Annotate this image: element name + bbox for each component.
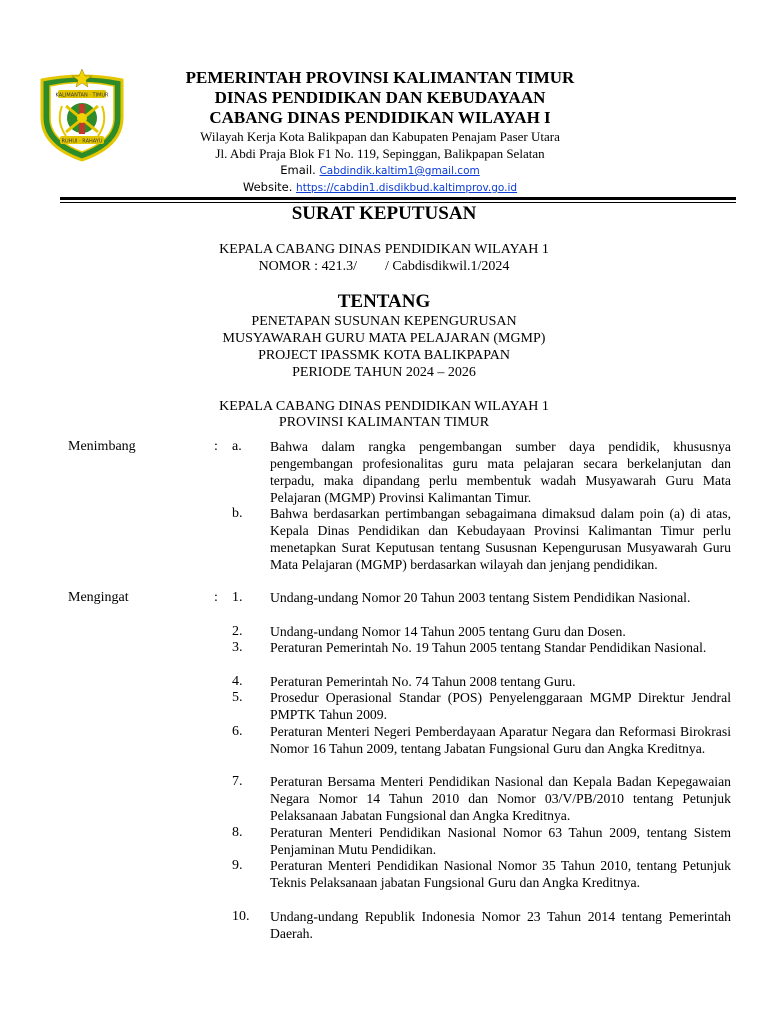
list-item-text: Bahwa dalam rangka pengembangan sumber daya pendidik, khususnya pengembangan profesionalitas guru mata pelajaran secara berkelanjutan dan terpadu, maka dipandang perlu membentuk wadah Musyawarah Guru Mata Pelajaran (MGMP) Provinsi Kalimantan Timur. bbox=[270, 439, 731, 505]
list-item-text: Prosedur Operasional Standar (POS) Penyelenggaraan MGMP Direktur Jendral PMPTK Tahun 2009. bbox=[270, 690, 731, 722]
list-item-text: Peraturan Menteri Negeri Pemberdayaan Aparatur Negara dan Reformasi Birokrasi Nomor 16 Tahun 2009, tentang Jabatan Fungsional Guru dan Angka Kreditnya. bbox=[270, 724, 731, 756]
email-link[interactable]: Cabdindik.kaltim1@gmail.com bbox=[319, 165, 480, 177]
list-item-text: Undang-undang Nomor 14 Tahun 2005 tentang Guru dan Dosen. bbox=[270, 624, 626, 639]
header-work-area: Wilayah Kerja Kota Balikpapan dan Kabupaten Penajam Paser Utara bbox=[200, 129, 560, 144]
list-marker: 7. bbox=[232, 774, 243, 789]
list-item-text: Peraturan Bersama Menteri Pendidikan Nasional dan Kepala Badan Kepegawaian Negara Nomor 14 Tahun 2010 dan Nomor 03/V/PB/2010 tentang Petunjuk Pelaksanaan Jabatan Fungsional dan Angka Kreditnya. bbox=[270, 774, 731, 823]
header-agency: DINAS PENDIDIKAN DAN KEBUDAYAAN bbox=[214, 88, 546, 107]
website-link[interactable]: https://cabdin1.disdikbud.kaltimprov.go.id bbox=[296, 182, 518, 194]
list-marker: 5. bbox=[232, 690, 243, 705]
list-marker: 4. bbox=[232, 674, 243, 689]
subject-line: PERIODE TAHUN 2024 – 2026 bbox=[292, 365, 476, 380]
subject-line: PENETAPAN SUSUNAN KEPENGURUSAN bbox=[251, 314, 517, 329]
list-item-text: Peraturan Menteri Pendidikan Nasional Nomor 63 Tahun 2009, tentang Sistem Penjaminan Mutu Pendidikan. bbox=[270, 825, 731, 857]
subject-line: PROJECT IPASSMK KOTA BALIKPAPAN bbox=[258, 348, 510, 363]
email-label: Email. bbox=[280, 163, 316, 177]
list-marker: 9. bbox=[232, 858, 243, 873]
list-marker: 8. bbox=[232, 825, 243, 840]
website-label: Website. bbox=[242, 180, 293, 194]
authority-line: PROVINSI KALIMANTAN TIMUR bbox=[278, 415, 490, 430]
kaltim-emblem-icon bbox=[36, 66, 128, 162]
list-item-text: Undang-undang Nomor 20 Tahun 2003 tentang Sistem Pendidikan Nasional. bbox=[270, 590, 691, 605]
authority-line: KEPALA CABANG DINAS PENDIDIKAN WILAYAH 1 bbox=[219, 399, 549, 414]
list-marker: 1. bbox=[232, 590, 243, 605]
letterhead bbox=[130, 68, 630, 196]
header-website-line bbox=[130, 179, 630, 196]
emblem-top-text: KALIMANTAN · TIMUR bbox=[55, 92, 109, 99]
header-province: PEMERINTAH PROVINSI KALIMANTAN TIMUR bbox=[185, 68, 575, 87]
document-number: NOMOR : 421.3/ / Cabdisdikwil.1/2024 bbox=[258, 259, 510, 274]
document-issuer: KEPALA CABANG DINAS PENDIDIKAN WILAYAH 1 bbox=[219, 242, 549, 257]
mengingat-label: Mengingat bbox=[68, 590, 129, 605]
header-branch: CABANG DINAS PENDIDIKAN WILAYAH I bbox=[209, 108, 551, 127]
list-item-text: Peraturan Pemerintah No. 74 Tahun 2008 tentang Guru. bbox=[270, 674, 576, 689]
list-marker: 3. bbox=[232, 640, 243, 655]
document-title: SURAT KEPUTUSAN bbox=[291, 203, 477, 224]
tentang-heading: TENTANG bbox=[337, 291, 431, 312]
list-marker: 6. bbox=[232, 724, 243, 739]
menimbang-colon: : bbox=[214, 439, 218, 454]
list-item-text: Undang-undang Republik Indonesia Nomor 23 Tahun 2014 tentang Pemerintah Daerah. bbox=[270, 909, 731, 941]
list-item-text: Peraturan Menteri Pendidikan Nasional Nomor 35 Tahun 2010, tentang Petunjuk Teknis Pelaksanaan jabatan Fungsional Guru dan Angka Kreditnya. bbox=[270, 858, 731, 890]
header-address: Jl. Abdi Praja Blok F1 No. 119, Sepinggan, Balikpapan Selatan bbox=[215, 146, 545, 161]
list-marker: b. bbox=[232, 506, 243, 521]
list-item-text: Peraturan Pemerintah No. 19 Tahun 2005 tentang Standar Pendidikan Nasional. bbox=[270, 640, 707, 655]
subject-line: MUSYAWARAH GURU MATA PELAJARAN (MGMP) bbox=[222, 331, 546, 346]
menimbang-label: Menimbang bbox=[68, 439, 136, 454]
list-marker: 10. bbox=[232, 909, 250, 924]
header-email-line bbox=[130, 162, 630, 179]
list-marker: 2. bbox=[232, 624, 243, 639]
emblem-bottom-text: RUHUI · RAHAYU bbox=[61, 138, 103, 145]
list-marker: a. bbox=[232, 439, 242, 454]
mengingat-colon: : bbox=[214, 590, 218, 605]
header-rule-thick bbox=[60, 197, 736, 200]
list-item-text: Bahwa berdasarkan pertimbangan sebagaimana dimaksud dalam poin (a) di atas, Kepala Dinas Pendidikan dan Kebudayaan Provinsi Kalimantan Timur perlu menetapkan Surat Keputusan tentang Sususnan Kepengurusan Musyawarah Guru Mata Pelajaran (MGMP) berdasarkan wilayah dan jenjang pendidikan. bbox=[270, 506, 731, 572]
